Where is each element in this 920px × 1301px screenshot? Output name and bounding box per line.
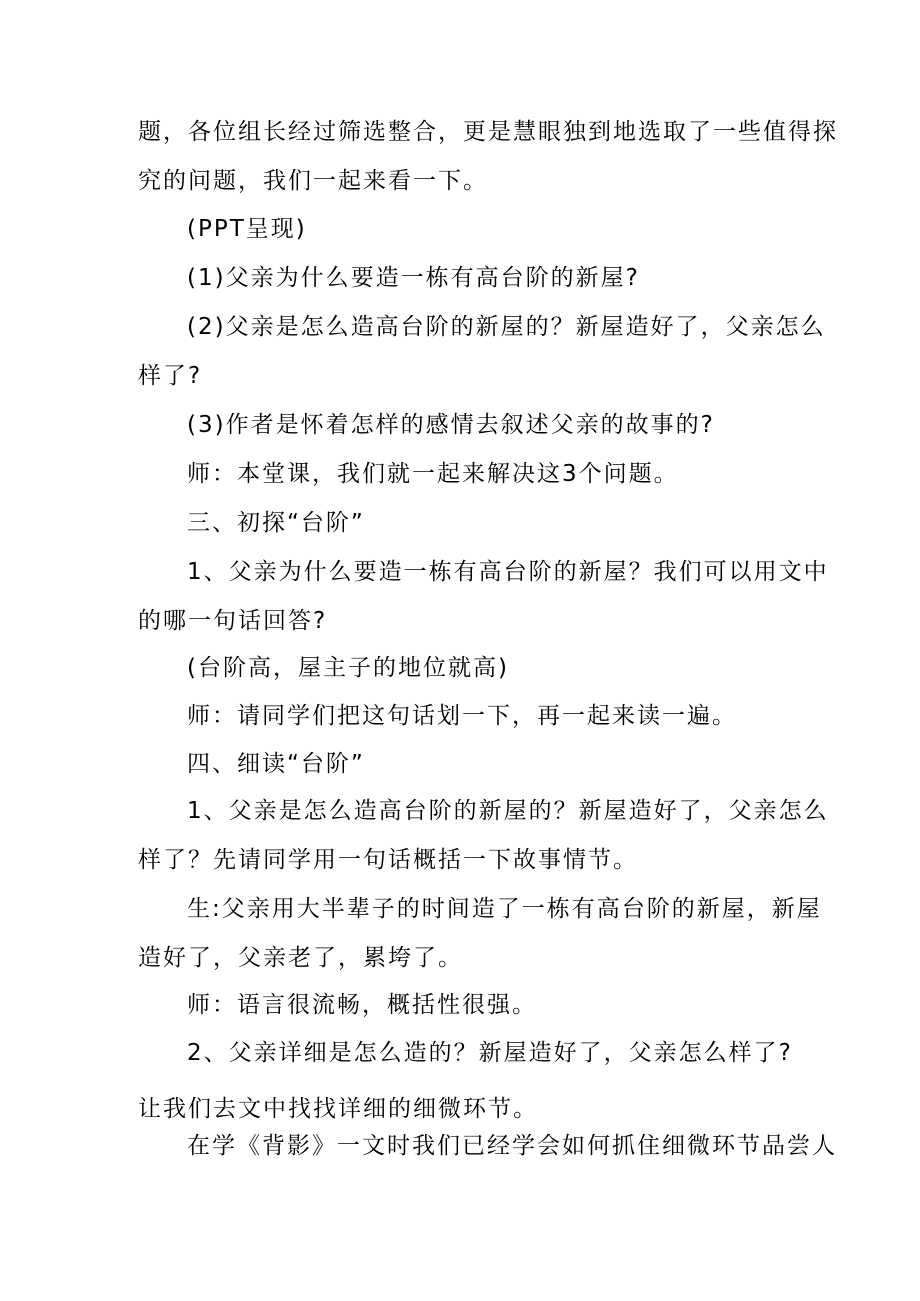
text-line: 究的问题，我们一起来看一下。 (138, 168, 488, 194)
text-line: 1、父亲为什么要造一栋有高台阶的新屋？我们可以用文中 (187, 559, 829, 585)
text-line: (PPT呈现) (187, 216, 307, 242)
text-line: 让我们去文中找找详细的细微环节。 (138, 1096, 538, 1122)
text-line: (3)作者是怀着怎样的感情去叙述父亲的故事的? (187, 412, 715, 438)
text-line: 的哪一句话回答? (138, 608, 328, 634)
text-line: 样了？先请同学用一句话概括一下故事情节。 (138, 847, 638, 873)
text-line: (台阶高，屋主子的地位就高) (187, 655, 509, 681)
text-line: 2、父亲详细是怎么造的？新屋造好了，父亲怎么样了? (187, 1040, 793, 1066)
text-line: (1)父亲为什么要造一栋有高台阶的新屋? (187, 265, 640, 291)
text-line: (2)父亲是怎么造高台阶的新屋的？新屋造好了，父亲怎么 (187, 314, 826, 340)
section-heading: 三、初探“台阶” (187, 510, 365, 536)
text-line: 生:父亲用大半辈子的时间造了一栋有高台阶的新屋，新屋 (187, 896, 822, 922)
text-line: 在学《背影》一文时我们已经学会如何抓住细微环节品尝人 (187, 1133, 837, 1159)
text-line: 样了? (138, 363, 203, 389)
text-line: 师：语言很流畅，概括性很强。 (187, 992, 537, 1018)
section-heading: 四、细读“台阶” (187, 751, 365, 777)
text-line: 1、父亲是怎么造高台阶的新屋的？新屋造好了，父亲怎么 (187, 798, 829, 824)
text-line: 题，各位组长经过筛选整合，更是慧眼独到地选取了一些值得探 (138, 119, 838, 145)
text-line: 师：本堂课，我们就一起来解决这3个问题。 (187, 461, 679, 487)
text-line: 造好了，父亲老了，累垮了。 (138, 945, 463, 971)
text-line: 师：请同学们把这句话划一下，再一起来读一遍。 (187, 703, 737, 729)
